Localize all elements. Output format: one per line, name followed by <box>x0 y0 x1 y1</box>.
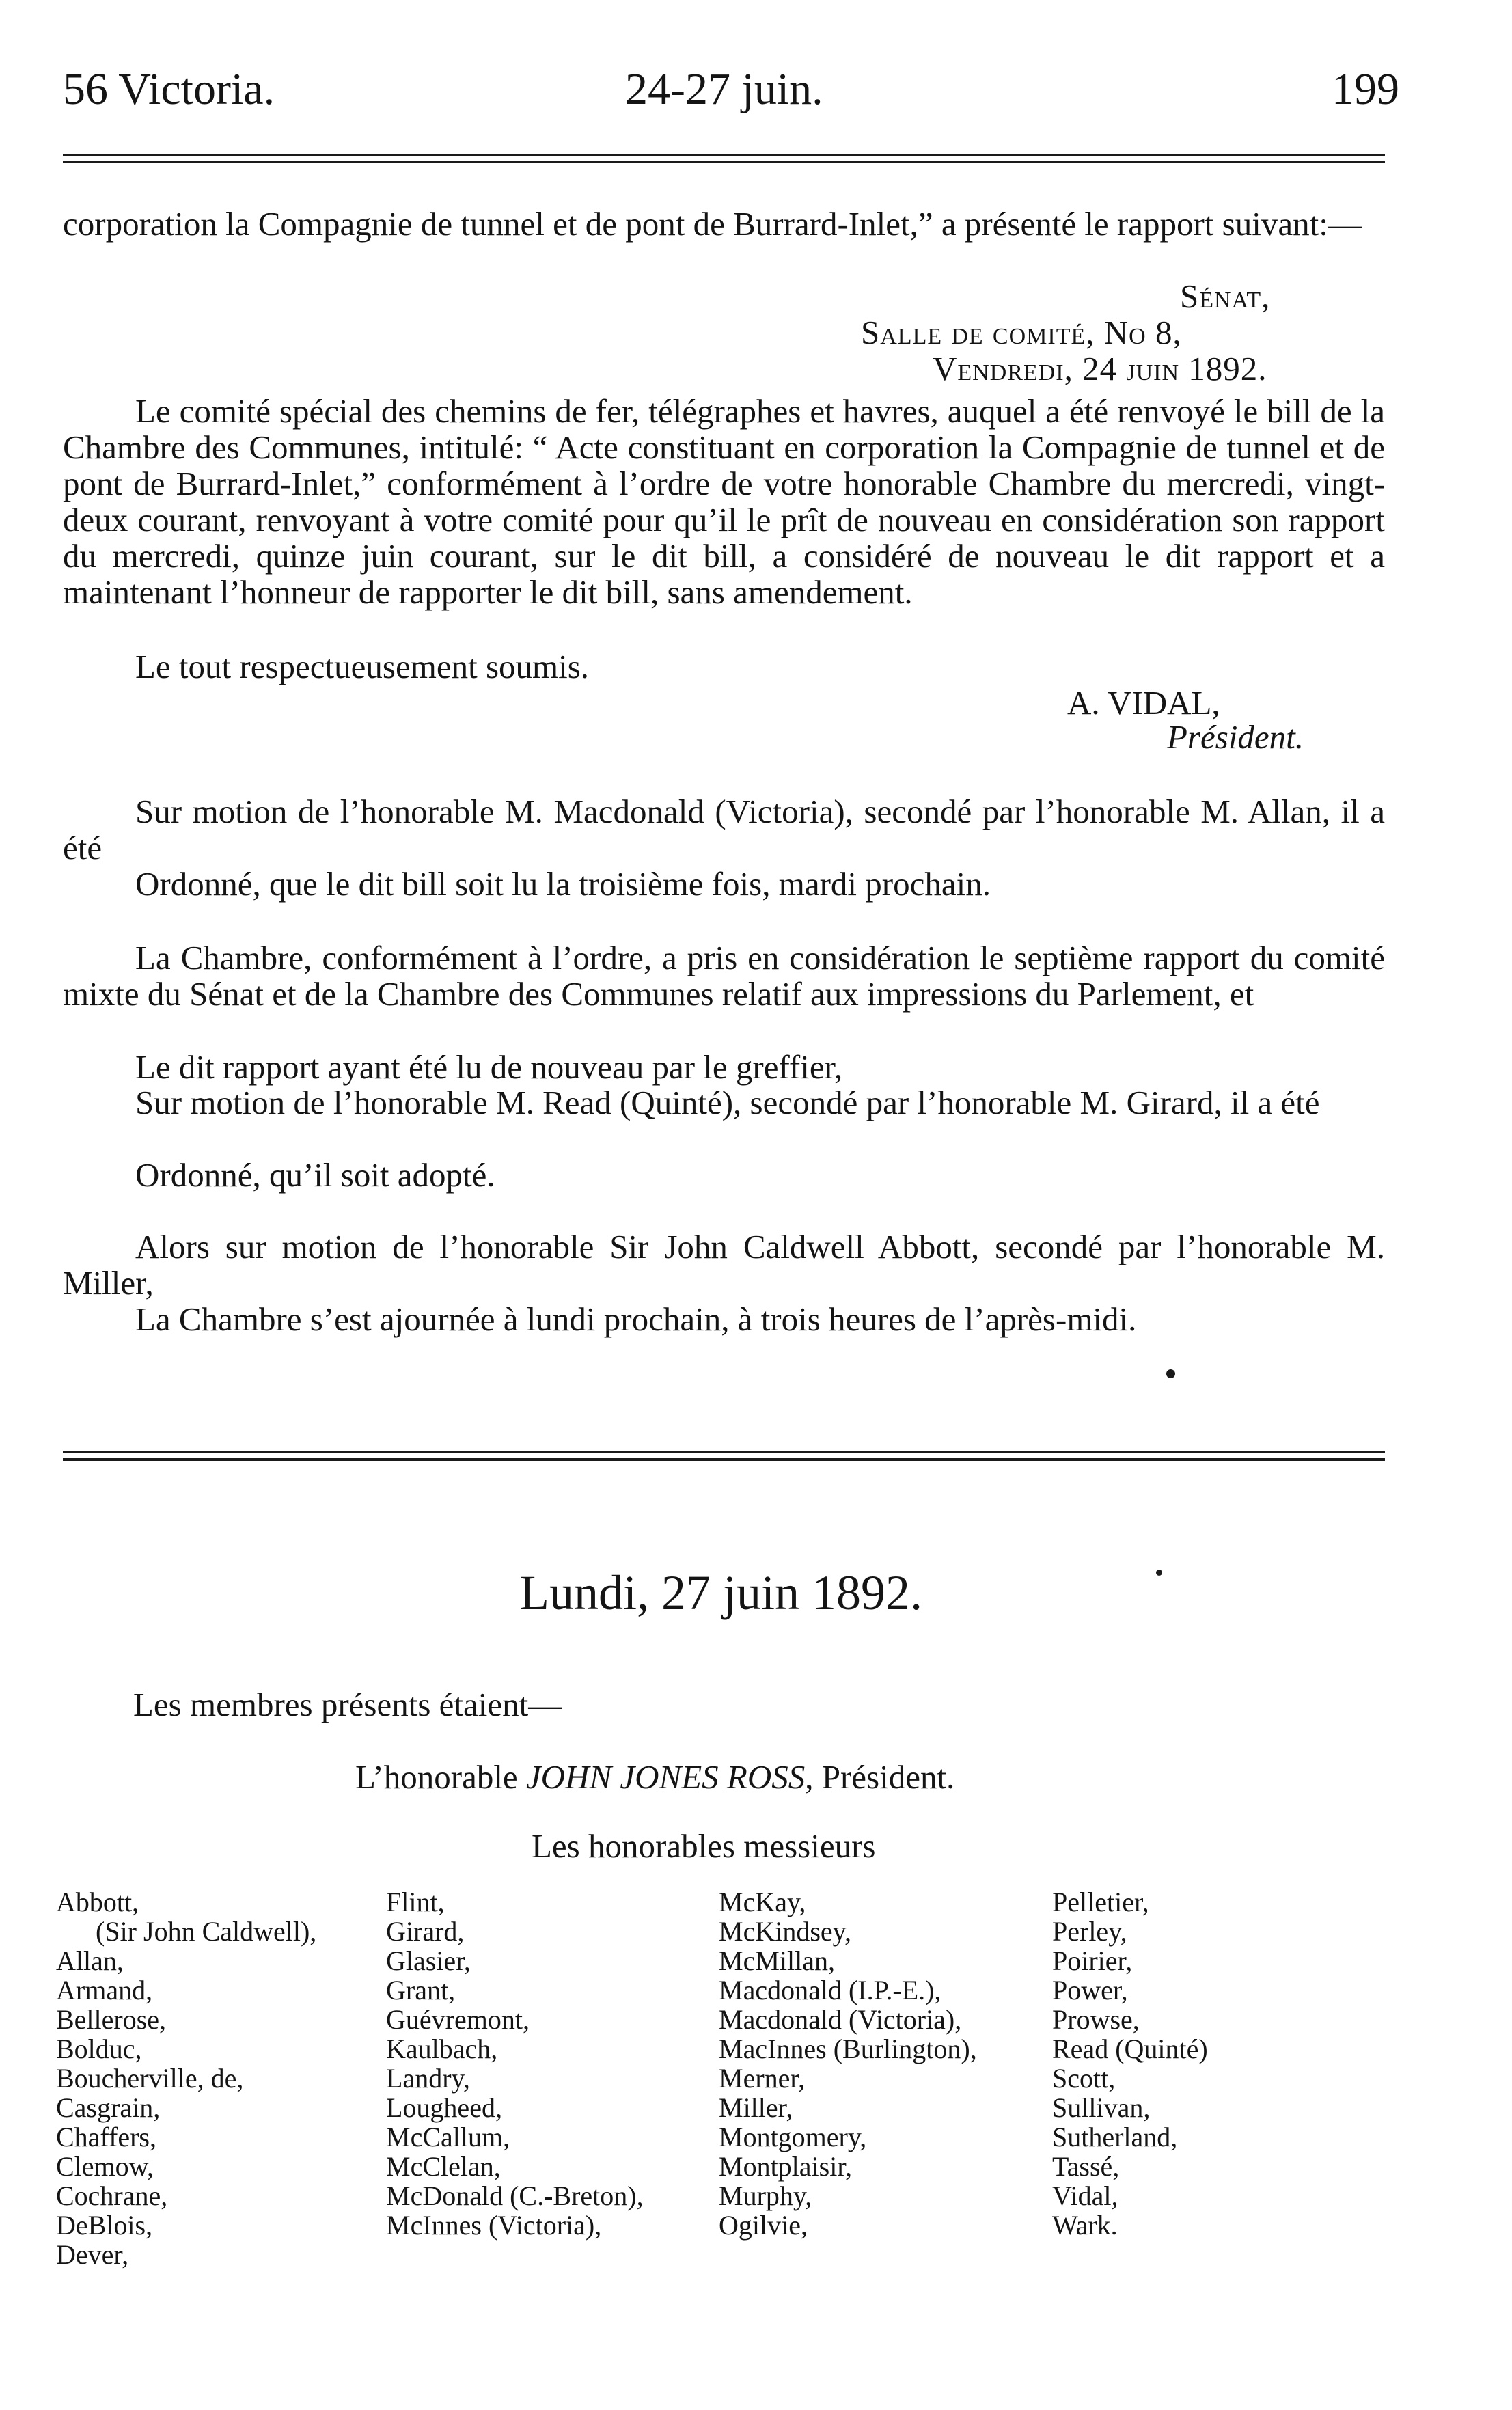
senator-name: McCallum, <box>386 2122 510 2152</box>
senator-name: Ogilvie, <box>719 2210 808 2241</box>
senator-name: Armand, <box>56 1975 153 2005</box>
senator-name: DeBlois, <box>56 2210 153 2241</box>
senator-name: Poirier, <box>1052 1945 1133 1976</box>
senator-name: Allan, <box>56 1945 124 1976</box>
senator-name: Miller, <box>719 2092 793 2123</box>
senator-name: Pelletier, <box>1052 1887 1149 1917</box>
senator-name: Chaffers, <box>56 2122 156 2152</box>
report-address-room: Salle de comité, No 8, <box>861 314 1182 351</box>
report-address-senat: Sénat, <box>1180 277 1271 315</box>
senator-name: Sullivan, <box>1052 2092 1151 2123</box>
section-rule-top <box>63 1451 1385 1453</box>
header-session: 56 Victoria. <box>63 64 275 114</box>
printing-report-paragraph: La Chambre, conformément à l’ordre, a pris en considération le septième rapport du comité mixte du Sénat et de la Chambre des Communes relatif aux impressions du Parlement, et <box>63 939 1385 1013</box>
senator-name: McDonald (C.-Breton), <box>386 2180 644 2211</box>
order-adopted: Ordonné, qu’il soit adopté. <box>135 1156 495 1194</box>
senator-name: Cochrane, <box>56 2180 168 2211</box>
report-opening: corporation la Compagnie de tunnel et de pont de Burrard-Inlet,” a présenté le rapport suivant:— <box>63 205 1362 243</box>
signature-name: A. VIDAL, <box>1067 684 1220 722</box>
header-dates: 24-27 juin. <box>625 64 823 114</box>
senator-name: Grant, <box>386 1975 456 2005</box>
order-third-reading: Ordonné, que le dit bill soit lu la troisième fois, mardi prochain. <box>135 865 991 903</box>
senator-name: Merner, <box>719 2063 806 2094</box>
senator-name: Montplaisir, <box>719 2151 853 2182</box>
senator-name: Macdonald (Victoria), <box>719 2004 962 2035</box>
senator-name: (Sir John Caldwell), <box>96 1916 317 1947</box>
adjournment: La Chambre s’est ajournée à lundi prochain, à trois heures de l’après-midi. <box>135 1300 1137 1338</box>
motion-adopt: Sur motion de l’honorable M. Read (Quinté), secondé par l’honorable M. Girard, il a été <box>135 1084 1320 1121</box>
header-rule-bottom <box>63 161 1385 163</box>
senator-name: McMillan, <box>719 1945 835 1976</box>
senator-name: Power, <box>1052 1975 1128 2005</box>
senator-name: Flint, <box>386 1887 445 1917</box>
senator-name: Tassé, <box>1052 2151 1120 2182</box>
senator-name: Guévremont, <box>386 2004 530 2035</box>
report-body: Le comité spécial des chemins de fer, télégraphes et havres, auquel a été renvoyé le bill de la Chambre des Communes, intitulé: “ Acte constituant en corporation la Compagnie de tunnel et de pont de Burrard-Inlet,” conformément à l’ordre de votre honorable Chambre du mercredi, vingt-deux courant, renvoyant à votre comité pour qu’il le prît de nouveau en considération son rapport du mercredi, quinze juin courant, sur le dit bill, a considéré de nouveau le dit rapport et a maintenant l’honneur de rapporter le dit bill, sans amendement. <box>63 392 1385 611</box>
senator-name: McInnes (Victoria), <box>386 2210 602 2241</box>
senators-column-1 <box>56 1887 316 2269</box>
senator-name: Read (Quinté) <box>1052 2034 1208 2064</box>
senator-name: Perley, <box>1052 1916 1127 1947</box>
senators-column-4 <box>1052 1887 1208 2240</box>
senator-name: Kaulbach, <box>386 2034 498 2064</box>
report-address-date-text: Vendredi, 24 juin 1892. <box>933 350 1267 387</box>
senator-name: Macdonald (I.P.-E.), <box>719 1975 941 2005</box>
senator-name: Vidal, <box>1052 2180 1118 2211</box>
senator-name: Abbott, <box>56 1887 139 1917</box>
senator-name: Dever, <box>56 2239 129 2270</box>
page-number: 199 <box>1332 64 1399 114</box>
sitting-date-heading: Lundi, 27 juin 1892. <box>519 1565 922 1620</box>
senators-column-3 <box>719 1887 977 2240</box>
speaker-suffix: , Président. <box>805 1758 955 1796</box>
senator-name: Wark. <box>1052 2210 1118 2241</box>
speck-mark <box>1156 1570 1162 1576</box>
honorables-heading: Les honorables messieurs <box>532 1827 876 1865</box>
senator-name: Landry, <box>386 2063 470 2094</box>
senator-name: Lougheed, <box>386 2092 502 2123</box>
speaker-name: JOHN JONES ROSS <box>525 1758 806 1796</box>
senator-name: Bellerose, <box>56 2004 167 2035</box>
motion-adjourn: Alors sur motion de l’honorable Sir John Caldwell Abbott, secondé par l’honorable M. Miller, <box>63 1228 1385 1302</box>
report-read-again: Le dit rapport ayant été lu de nouveau par le greffier, <box>135 1048 843 1086</box>
members-present: Les membres présents étaient— <box>133 1686 562 1723</box>
bullet-mark <box>1166 1369 1175 1378</box>
motion-third-reading: Sur motion de l’honorable M. Macdonald (Victoria), secondé par l’honorable M. Allan, il a été <box>63 793 1385 866</box>
senator-name: Clemow, <box>56 2151 154 2182</box>
senators-column-2 <box>386 1887 644 2240</box>
report-closing: Le tout respectueusement soumis. <box>135 648 590 685</box>
senator-name: Girard, <box>386 1916 465 1947</box>
senator-name: Bolduc, <box>56 2034 142 2064</box>
senator-name: Montgomery, <box>719 2122 867 2152</box>
signature-title: Président. <box>1167 718 1304 756</box>
senator-name: McClelan, <box>386 2151 501 2182</box>
senator-name: McKay, <box>719 1887 806 1917</box>
senator-name: MacInnes (Burlington), <box>719 2034 977 2064</box>
senator-name: Glasier, <box>386 1945 471 1976</box>
senator-name: Scott, <box>1052 2063 1116 2094</box>
report-address-date <box>933 351 1267 387</box>
senator-name: Murphy, <box>719 2180 812 2211</box>
senator-name: Prowse, <box>1052 2004 1140 2035</box>
header-rule-top <box>63 154 1385 156</box>
senator-name: Sutherland, <box>1052 2122 1178 2152</box>
senator-name: Boucherville, de, <box>56 2063 244 2094</box>
senator-name: McKindsey, <box>719 1916 852 1947</box>
speaker-line <box>355 1759 954 1795</box>
section-rule-bottom <box>63 1458 1385 1461</box>
speaker-prefix: L’honorable <box>355 1758 518 1796</box>
senator-name: Casgrain, <box>56 2092 161 2123</box>
